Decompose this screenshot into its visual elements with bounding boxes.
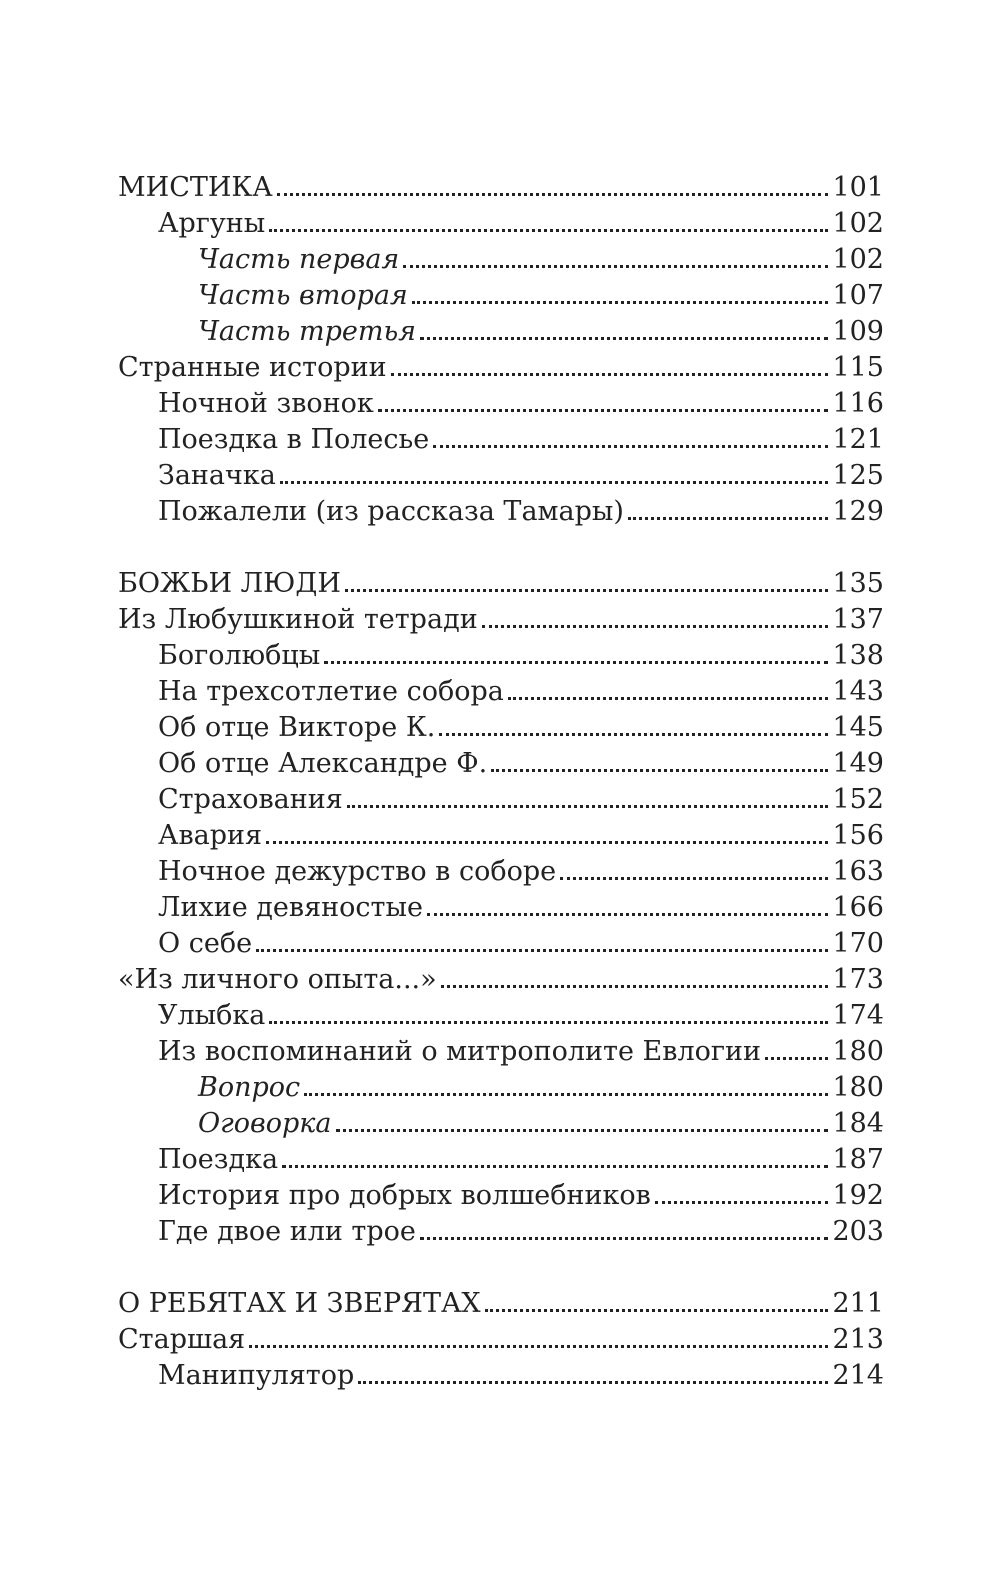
dot-leader: [336, 1129, 829, 1132]
toc-entry-title: Лихие девяностые: [158, 892, 423, 923]
toc-entry: [118, 278, 884, 314]
dot-leader: [491, 769, 828, 772]
toc-entry-title: Ночной звонок: [158, 388, 374, 419]
toc-entry: [118, 926, 884, 962]
dot-leader: [378, 409, 829, 412]
toc-entry-title: О РЕБЯТАХ И ЗВЕРЯТАХ: [118, 1288, 481, 1319]
toc-entry: [118, 458, 884, 494]
toc-entry: [118, 1358, 884, 1394]
dot-leader: [358, 1381, 828, 1384]
toc-entry: [118, 602, 884, 638]
dot-leader: [420, 337, 828, 340]
toc-entry: [118, 170, 884, 206]
dot-leader: [655, 1201, 829, 1204]
toc-entry-title: Авария: [158, 820, 263, 851]
dot-leader: [485, 1309, 829, 1312]
dot-leader: [282, 1165, 828, 1168]
toc-entry-page-number: 152: [832, 784, 884, 815]
toc-entry: [118, 1142, 884, 1178]
toc-entry: [118, 854, 884, 890]
toc-entry-page-number: 109: [832, 316, 884, 347]
toc-entry-page-number: 149: [832, 748, 884, 779]
toc-entry-page-number: 116: [832, 388, 884, 419]
dot-leader: [508, 697, 829, 700]
toc-entry-page-number: 214: [832, 1360, 884, 1391]
toc-entry-title: Манипулятор: [158, 1360, 355, 1391]
toc-entry-title: Ночное дежурство в соборе: [158, 856, 557, 887]
toc-entry: [118, 1034, 884, 1070]
dot-leader: [304, 1093, 828, 1096]
toc-entry-title: Об отце Викторе К.: [158, 712, 436, 743]
toc-entry-title: Поездка в Полесье: [158, 424, 430, 455]
table-of-contents: [118, 170, 884, 1394]
toc-entry-page-number: 180: [832, 1072, 884, 1103]
toc-entry: [118, 782, 884, 818]
toc-entry-page-number: 102: [832, 244, 884, 275]
toc-entry-title: Улыбка: [158, 1000, 266, 1031]
toc-entry-page-number: 203: [832, 1216, 884, 1247]
toc-entry-page-number: 137: [832, 604, 884, 635]
toc-entry-page-number: 102: [832, 208, 884, 239]
dot-leader: [765, 1057, 828, 1060]
toc-entry-page-number: 184: [832, 1108, 884, 1139]
dot-leader: [324, 661, 828, 664]
toc-entry: [118, 1178, 884, 1214]
toc-entry-title: Странные истории: [118, 352, 387, 383]
toc-entry: [118, 818, 884, 854]
toc-entry-page-number: 143: [832, 676, 884, 707]
dot-leader: [560, 877, 828, 880]
toc-entry: [118, 1286, 884, 1322]
dot-leader: [427, 913, 829, 916]
dot-leader: [269, 229, 828, 232]
toc-entry-title: Оговорка: [198, 1108, 332, 1139]
toc-entry-page-number: 213: [832, 1324, 884, 1355]
dot-leader: [628, 517, 829, 520]
toc-entry-title: Старшая: [118, 1324, 246, 1355]
toc-entry-title: Часть третья: [198, 316, 417, 347]
toc-entry-page-number: 107: [832, 280, 884, 311]
dot-leader: [347, 805, 829, 808]
dot-leader: [439, 733, 828, 736]
toc-entry: [118, 566, 884, 602]
toc-entry: [118, 998, 884, 1034]
toc-entry: [118, 386, 884, 422]
toc-section: [118, 170, 884, 530]
toc-entry-title: Аргуны: [158, 208, 266, 239]
toc-entry-page-number: 135: [832, 568, 884, 599]
toc-entry-title: Боголюбцы: [158, 640, 321, 671]
toc-entry-page-number: 174: [832, 1000, 884, 1031]
toc-entry-page-number: 166: [832, 892, 884, 923]
dot-leader: [420, 1237, 829, 1240]
dot-leader: [345, 589, 829, 592]
toc-entry-page-number: 170: [832, 928, 884, 959]
toc-entry: [118, 314, 884, 350]
dot-leader: [482, 625, 829, 628]
toc-entry-title: Пожалели (из рассказа Тамары): [158, 496, 624, 527]
toc-entry: [118, 746, 884, 782]
dot-leader: [403, 265, 828, 268]
toc-entry-title: Из Любушкиной тетради: [118, 604, 478, 635]
toc-entry-title: МИСТИКА: [118, 172, 273, 203]
dot-leader: [441, 985, 829, 988]
toc-entry-title: Поездка: [158, 1144, 279, 1175]
toc-entry-title: Из воспоминаний о митрополите Евлогии: [158, 1036, 762, 1067]
toc-entry-page-number: 163: [832, 856, 884, 887]
toc-entry-page-number: 115: [832, 352, 884, 383]
toc-entry-title: История про добрых волшебников: [158, 1180, 651, 1211]
toc-entry: [118, 638, 884, 674]
toc-entry-title: «Из личного опыта...»: [118, 964, 437, 995]
toc-entry-title: Где двое или трое: [158, 1216, 416, 1247]
toc-entry-page-number: 145: [832, 712, 884, 743]
toc-entry-page-number: 180: [832, 1036, 884, 1067]
toc-entry-page-number: 173: [832, 964, 884, 995]
toc-entry: [118, 1322, 884, 1358]
toc-entry: [118, 710, 884, 746]
dot-leader: [391, 373, 829, 376]
toc-entry-title: Заначка: [158, 460, 276, 491]
toc-entry-title: Часть вторая: [198, 280, 408, 311]
dot-leader: [280, 481, 829, 484]
toc-section: [118, 566, 884, 1250]
toc-entry: [118, 350, 884, 386]
dot-leader: [277, 193, 829, 196]
toc-entry: [118, 890, 884, 926]
dot-leader: [266, 841, 828, 844]
toc-entry: [118, 422, 884, 458]
toc-entry-title: БОЖЬИ ЛЮДИ: [118, 568, 341, 599]
dot-leader: [269, 1021, 828, 1024]
toc-entry-title: Вопрос: [198, 1072, 301, 1103]
toc-entry: [118, 962, 884, 998]
toc-entry: [118, 206, 884, 242]
toc-entry-title: Часть первая: [198, 244, 400, 275]
toc-entry: [118, 674, 884, 710]
dot-leader: [412, 301, 829, 304]
toc-entry: [118, 1070, 884, 1106]
toc-entry-title: Об отце Александре Ф.: [158, 748, 488, 779]
toc-entry: [118, 242, 884, 278]
toc-entry-page-number: 125: [832, 460, 884, 491]
dot-leader: [249, 1345, 828, 1348]
toc-section: [118, 1286, 884, 1394]
toc-entry-page-number: 192: [832, 1180, 884, 1211]
toc-entry-page-number: 156: [832, 820, 884, 851]
toc-entry: [118, 494, 884, 530]
toc-entry-page-number: 121: [832, 424, 884, 455]
dot-leader: [433, 445, 828, 448]
toc-entry-title: На трехсотлетие собора: [158, 676, 504, 707]
toc-entry-page-number: 187: [832, 1144, 884, 1175]
dot-leader: [256, 949, 828, 952]
toc-entry-page-number: 101: [832, 172, 884, 203]
toc-entry-title: Страхования: [158, 784, 343, 815]
toc-entry-title: О себе: [158, 928, 253, 959]
toc-entry-page-number: 138: [832, 640, 884, 671]
toc-entry-page-number: 129: [832, 496, 884, 527]
toc-entry: [118, 1106, 884, 1142]
toc-entry: [118, 1214, 884, 1250]
toc-entry-page-number: 211: [832, 1288, 884, 1319]
